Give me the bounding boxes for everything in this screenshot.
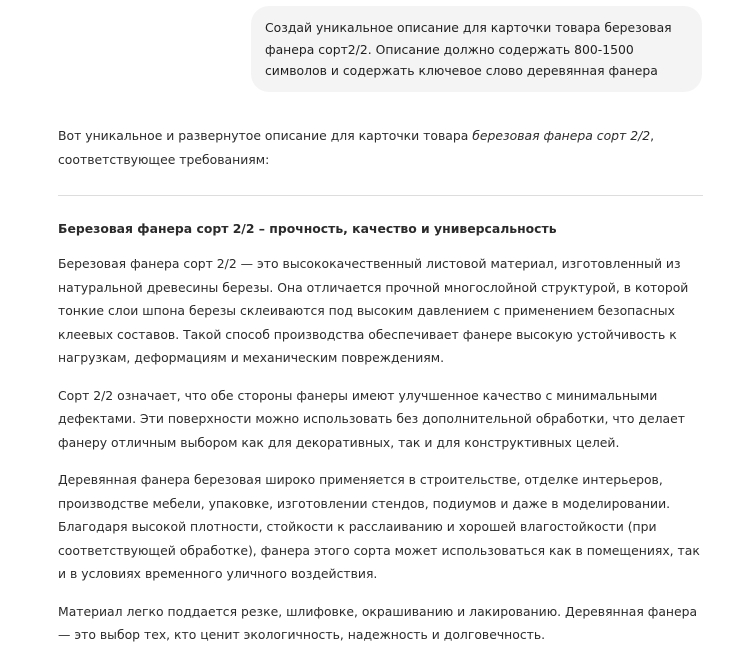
user-message-bubble xyxy=(251,6,702,92)
description-paragraph: Материал легко поддается резке, шлифовке, окрашиванию и лакированию. Деревянная фанера — это выбор тех, кто ценит экологичность, надежность и долговечность. xyxy=(58,603,698,642)
assistant-message xyxy=(58,124,703,647)
intro-suffix: , xyxy=(650,128,655,143)
assistant-intro xyxy=(58,124,703,171)
description-paragraph: Сорт 2/2 означает, что обе стороны фанеры имеют улучшенное качество с минимальными дефектами. Эти поверхности можно использовать без дополнительной обработки, что делает фанеру отличным выбором как для декоративных, так и для конструктивных целей. xyxy=(58,387,685,450)
intro-emphasis: березовая фанера сорт 2/2 xyxy=(472,128,651,143)
divider xyxy=(58,195,703,196)
description-heading: Березовая фанера сорт 2/2 – прочность, качество и универсальность xyxy=(58,221,557,236)
description-paragraph: Деревянная фанера березовая широко применяется в строительстве, отделке интерьеров, производстве мебели, упаковке, изготовлении стендов, подиумов и даже в моделировании. Благодаря высокой плотности, стойкости к расслаиванию и хорошей влагостойкости (при соответствующей обработке), фанера этого сорта может использоваться как в помещениях, так и в условиях временного уличного воздействия. xyxy=(58,472,700,581)
user-message-text: Создай уникальное описание для карточки товара березовая фанера сорт2/2. Описание должно содержать 800-1500 символов и содержать ключевое слово деревянная фанера xyxy=(265,20,672,78)
description-paragraph: Березовая фанера сорт 2/2 — это высококачественный листовой материал, изготовленный из натуральной древесины березы. Она отличается прочной многослойной структурой, в которой тонкие слои шпона березы склеиваются под высоким давлением с применением безопасных клеевых составов. Такой способ производства обеспечивает фанере высокую устойчивость к нагрузкам, деформациям и механическим повреждениям. xyxy=(58,256,689,365)
intro-line2: соответствующее требованиям: xyxy=(58,151,270,167)
intro-prefix: Вот уникальное и развернутое описание для карточки товара xyxy=(58,128,473,143)
